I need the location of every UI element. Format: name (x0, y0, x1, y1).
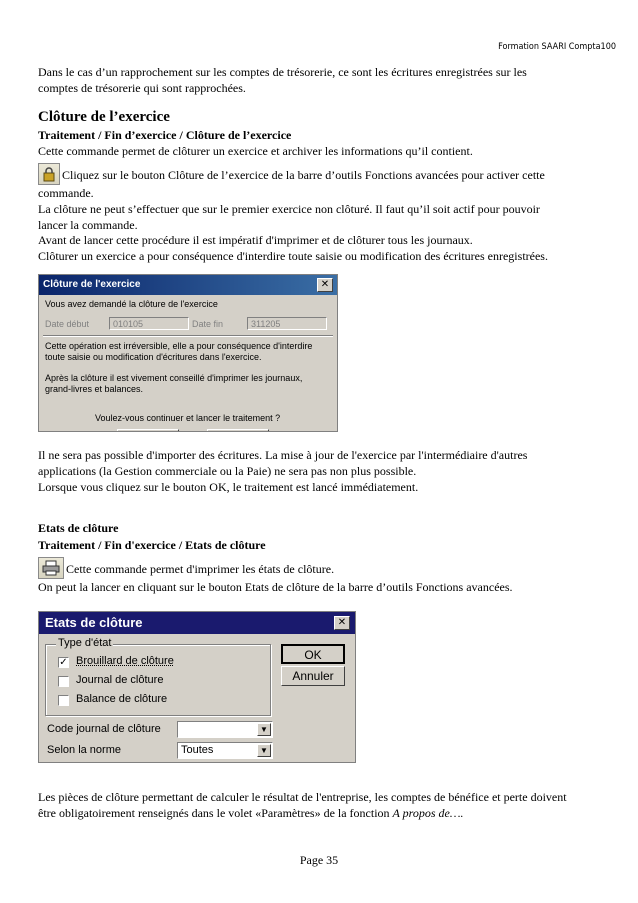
cancel-button[interactable] (207, 429, 269, 432)
closing-line-2: être obligatoirement renseignés dans le volet «Paramètres» de la fonction (38, 806, 393, 820)
cloture-line-6: Avant de lancer cette procédure il est impératif d'imprimer et de clôturer tous les journaux. (38, 233, 473, 247)
divider (43, 335, 333, 337)
cloture-line-4: La clôture ne peut s’effectuer que sur le premier exercice non clôturé. Il faut qu’il soit actif pour pouvoir (38, 202, 540, 216)
date-debut-label: Date début (45, 319, 90, 329)
date-fin-label: Date fin (192, 319, 224, 329)
checkbox-journal[interactable] (58, 676, 69, 687)
date-debut-field[interactable]: 010105 (109, 317, 189, 330)
cloture-dialog-msg2a: Cette opération est irréversible, elle a pour conséquence d'interdire (45, 341, 313, 351)
cloture-dialog-titlebar (39, 275, 337, 295)
page-header: Formation SAARI Compta100 (498, 42, 616, 52)
checkbox-brouillard[interactable]: ✓ (59, 657, 68, 668)
etats-line-1-row (38, 557, 334, 579)
cloture-dialog-question: Voulez-vous continuer et lancer le traitement ? (95, 413, 281, 423)
norme-value: Toutes (181, 744, 214, 756)
lock-icon (38, 163, 60, 185)
cloture-dialog-msg2b: toute saisie ou modification d'écritures dans l'exercice. (45, 352, 262, 362)
cancel-button[interactable]: Annuler (281, 666, 345, 686)
etats-dialog-titlebar (39, 612, 355, 634)
type-etat-group (45, 637, 271, 716)
cloture-line-2-row (38, 163, 545, 185)
cloture-dialog-msg1: Vous avez demandé la clôture de l'exercice (45, 299, 218, 309)
cloture-dialog-msg3a: Après la clôture il est vivement conseillé d'imprimer les journaux, (45, 373, 303, 383)
closing-line-1: Les pièces de clôture permettant de calculer le résultat de l'entreprise, les comptes de bénéfice et perte doivent (38, 790, 567, 804)
date-fin-field[interactable]: 311205 (247, 317, 327, 330)
etats-dialog-title: Etats de clôture (45, 615, 143, 630)
ok-button[interactable] (117, 429, 179, 432)
cloture-line-5: lancer la commande. (38, 218, 138, 232)
cloture-line-1: Cette commande permet de clôturer un exercice et archiver les informations qu’il contient. (38, 144, 473, 158)
cloture-line-7: Clôturer un exercice a pour conséquence d'interdire toute saisie ou modification des écritures enregistrées. (38, 249, 548, 263)
close-icon[interactable]: ✕ (317, 278, 333, 292)
norme-select[interactable] (177, 742, 273, 759)
intro-line-2: comptes de trésorerie qui sont rapprochées. (38, 81, 246, 95)
cloture-heading: Clôture de l’exercice (38, 109, 170, 125)
chevron-down-icon[interactable]: ▼ (257, 744, 271, 757)
option-journal-label: Journal de clôture (76, 674, 164, 686)
cloture-dialog-msg3b: grand-livres et balances. (45, 384, 144, 394)
closing-line-2-row (38, 805, 464, 821)
code-journal-select[interactable] (177, 721, 273, 738)
checkbox-balance[interactable] (58, 695, 69, 706)
cloture-line-2: Cliquez sur le bouton Clôture de l’exercice de la barre d’outils Fonctions avancées pour activer cette (62, 168, 545, 182)
etats-menu-path: Traitement / Fin d'exercice / Etats de clôture (38, 538, 266, 552)
etats-line-1: Cette commande permet d'imprimer les états de clôture. (66, 562, 335, 576)
cloture-dialog (38, 274, 338, 432)
page-number: Page 35 (299, 853, 339, 867)
after-line-1: Il ne sera pas possible d'importer des écritures. La mise à jour de l'exercice par l'intermédiaire d'autres (38, 448, 528, 462)
cloture-line-3: commande. (38, 186, 94, 200)
option-brouillard-label: Brouillard de clôture (76, 655, 174, 667)
after-line-3: Lorsque vous cliquez sur le bouton OK, le traitement est lancé immédiatement. (38, 480, 419, 494)
chevron-down-icon[interactable]: ▼ (257, 723, 271, 736)
cloture-dialog-title: Clôture de l'exercice (43, 279, 141, 290)
a-propos-link-text: A propos de…. (392, 806, 464, 820)
etats-line-2: On peut la lancer en cliquant sur le bouton Etats de clôture de la barre d’outils Fonctions avancées. (38, 580, 513, 594)
cloture-menu-path: Traitement / Fin d’exercice / Clôture de l’exercice (38, 128, 292, 142)
after-line-2: applications (la Gestion commerciale ou la Paie) ne sera pas non plus possible. (38, 464, 417, 478)
type-etat-label: Type d'état (58, 637, 112, 649)
etats-dialog (38, 611, 356, 763)
etats-heading: Etats de clôture (38, 521, 119, 535)
intro-line-1: Dans le cas d’un rapprochement sur les comptes de trésorerie, ce sont les écritures enregistrées sur les (38, 65, 527, 79)
close-icon[interactable]: ✕ (334, 616, 350, 630)
option-balance-label: Balance de clôture (76, 693, 168, 705)
norme-label: Selon la norme (47, 744, 121, 756)
code-journal-label: Code journal de clôture (47, 723, 161, 735)
ok-button[interactable]: OK (281, 644, 345, 664)
printer-icon (38, 557, 64, 579)
